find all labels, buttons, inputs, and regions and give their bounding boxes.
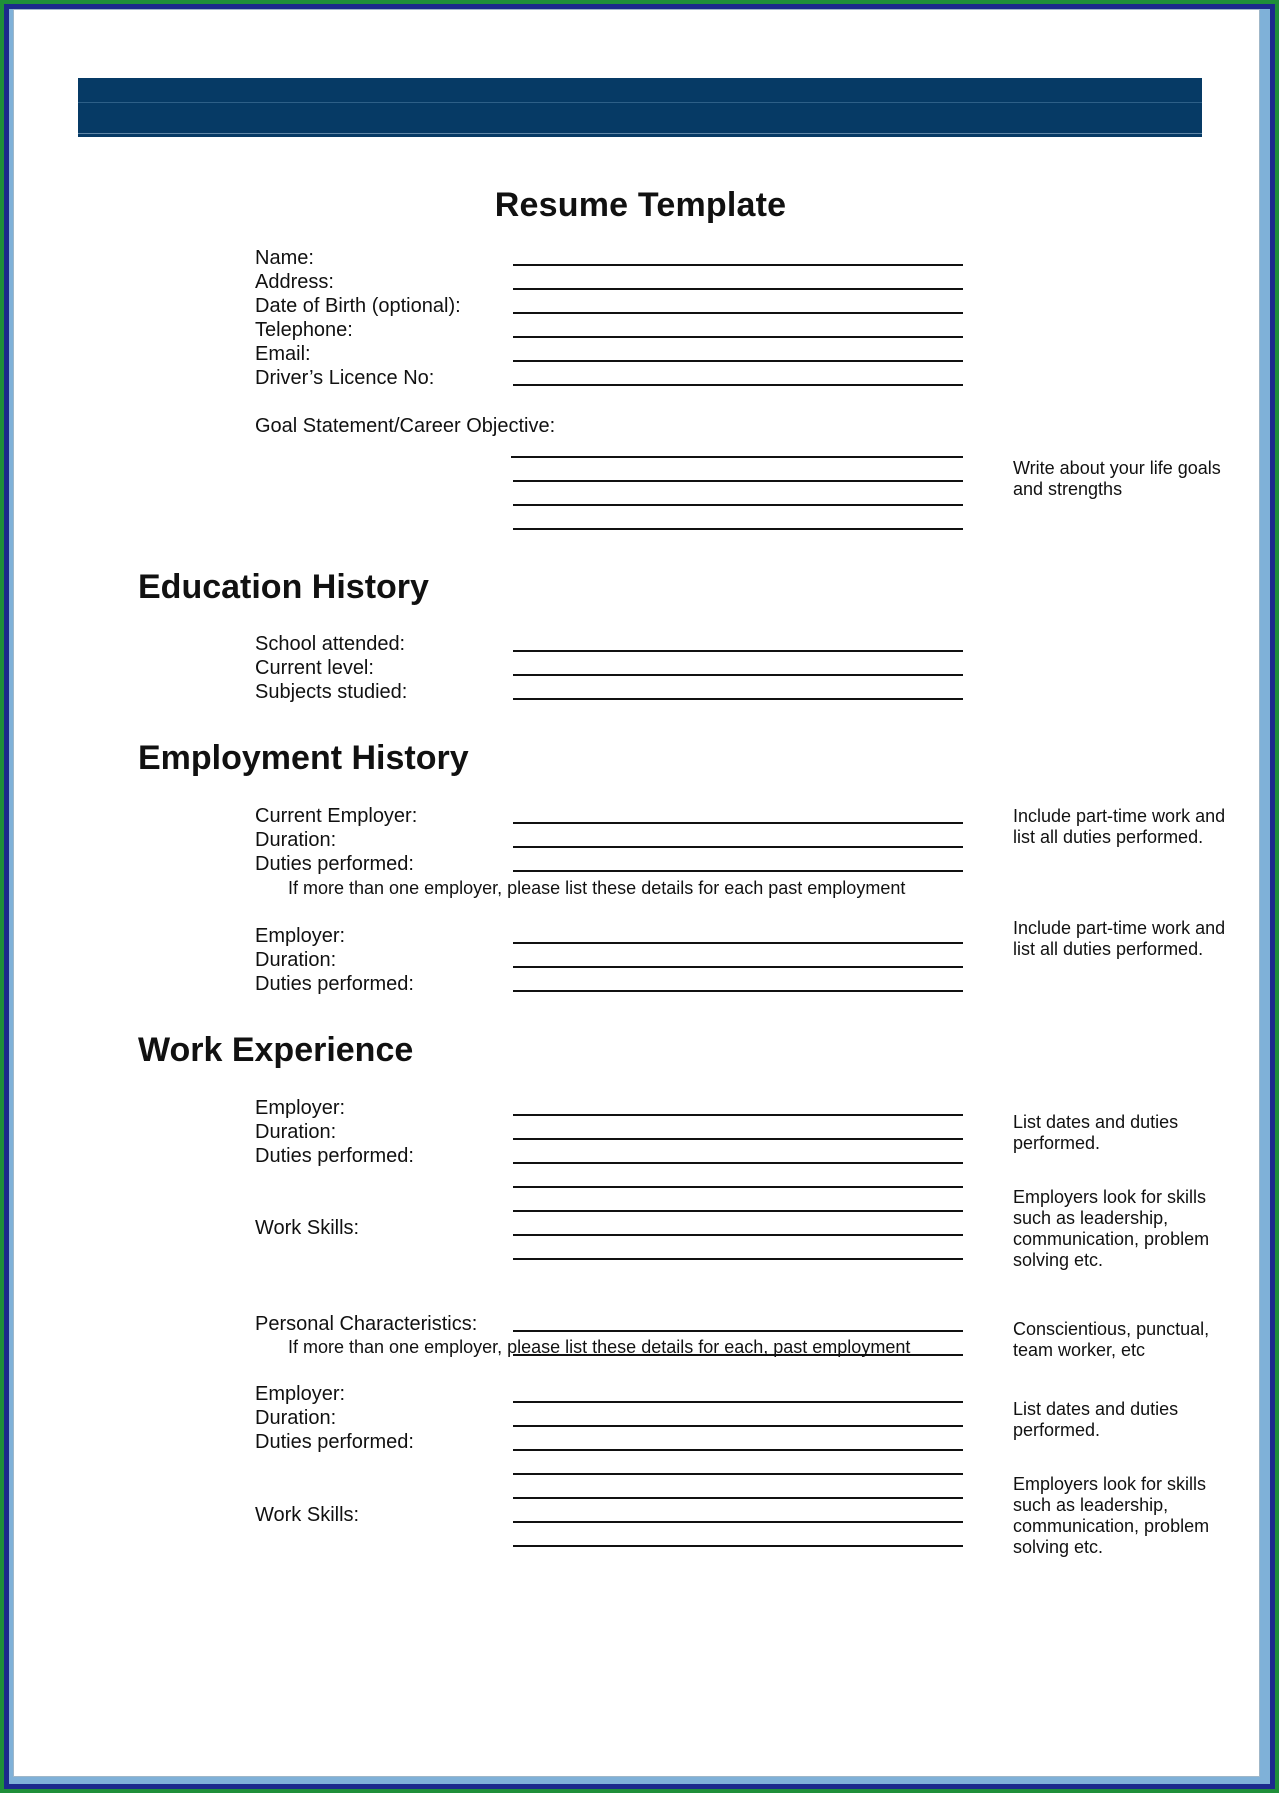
- email-label: Email:: [255, 343, 311, 365]
- skills2-line-4[interactable]: [513, 1545, 963, 1547]
- school-label: School attended:: [255, 633, 406, 655]
- goal-line-4[interactable]: [513, 528, 963, 530]
- duration2-input-line[interactable]: [513, 966, 963, 968]
- goal-line-3[interactable]: [513, 504, 963, 506]
- skills-line-1[interactable]: [513, 1186, 963, 1188]
- work-duties-input-line[interactable]: [513, 1162, 963, 1164]
- employment-note-1: Include part-time work and list all duties performed.: [1013, 806, 1226, 847]
- work-employer-input-line[interactable]: [513, 1114, 963, 1116]
- goal-line-1[interactable]: [511, 456, 963, 458]
- duration-input-line[interactable]: [513, 846, 963, 848]
- skills-line-3[interactable]: [513, 1234, 963, 1236]
- personal-characteristics-line-1[interactable]: [513, 1330, 963, 1332]
- address-input-line[interactable]: [513, 288, 963, 290]
- banner-stripe: [78, 102, 1202, 103]
- personal-characteristics-label: Personal Characteristics:: [255, 1313, 478, 1335]
- duties-input-line[interactable]: [513, 870, 963, 872]
- work-skills-label: Work Skills:: [255, 1217, 360, 1239]
- duties2-input-line[interactable]: [513, 990, 963, 992]
- duration-label: Duration:: [255, 829, 337, 851]
- licence-label: Driver’s Licence No:: [255, 367, 435, 389]
- duration2-label: Duration:: [255, 949, 337, 971]
- work-duration-label: Duration:: [255, 1121, 337, 1143]
- name-input-line[interactable]: [513, 264, 963, 266]
- work-heading: Work Experience: [138, 1031, 414, 1069]
- work-note-2: List dates and duties performed.: [1013, 1399, 1179, 1440]
- current-employer-input-line[interactable]: [513, 822, 963, 824]
- work-duration2-input-line[interactable]: [513, 1425, 963, 1427]
- duties2-label: Duties performed:: [255, 973, 414, 995]
- level-label: Current level:: [255, 657, 374, 679]
- subjects-input-line[interactable]: [513, 698, 963, 700]
- work-instruction: If more than one employer, please list these details for each, past employment: [288, 1337, 911, 1357]
- licence-input-line[interactable]: [513, 384, 963, 386]
- goal-label: Goal Statement/Career Objective:: [255, 415, 556, 437]
- duties-label: Duties performed:: [255, 853, 414, 875]
- address-label: Address:: [255, 271, 334, 293]
- subjects-label: Subjects studied:: [255, 681, 408, 703]
- work-duties2-input-line[interactable]: [513, 1449, 963, 1451]
- header-banner: [78, 78, 1202, 137]
- level-input-line[interactable]: [513, 674, 963, 676]
- work-note-1: List dates and duties performed.: [1013, 1112, 1179, 1153]
- work-skills2-note: Employers look for skills such as leadership, communication, problem solving etc.: [1013, 1474, 1210, 1557]
- employment-instruction: If more than one employer, please list these details for each past employment: [288, 878, 906, 898]
- school-input-line[interactable]: [513, 650, 963, 652]
- work-duration2-label: Duration:: [255, 1407, 337, 1429]
- skills-line-2[interactable]: [513, 1210, 963, 1212]
- dob-input-line[interactable]: [513, 312, 963, 314]
- work-skills2-label: Work Skills:: [255, 1504, 360, 1526]
- skills-line-4[interactable]: [513, 1258, 963, 1260]
- education-heading: Education History: [138, 568, 429, 606]
- current-employer-label: Current Employer:: [255, 805, 418, 827]
- name-label: Name:: [255, 247, 314, 269]
- email-input-line[interactable]: [513, 360, 963, 362]
- work-duties-label: Duties performed:: [255, 1145, 414, 1167]
- employment-heading: Employment History: [138, 739, 469, 777]
- dob-label: Date of Birth (optional):: [255, 295, 461, 317]
- resume-page: [13, 9, 1260, 1777]
- telephone-input-line[interactable]: [513, 336, 963, 338]
- employer-label: Employer:: [255, 925, 346, 947]
- employer-input-line[interactable]: [513, 942, 963, 944]
- work-skills-note: Employers look for skills such as leadership, communication, problem solving etc.: [1013, 1187, 1210, 1270]
- work-duration-input-line[interactable]: [513, 1138, 963, 1140]
- banner-stripe-bottom: [78, 133, 1202, 134]
- work-duties2-label: Duties performed:: [255, 1431, 414, 1453]
- skills2-line-3[interactable]: [513, 1521, 963, 1523]
- employment-note-2: Include part-time work and list all duties performed.: [1013, 918, 1226, 959]
- personal-characteristics-note: Conscientious, punctual, team worker, etc: [1013, 1319, 1210, 1360]
- work-employer-label: Employer:: [255, 1097, 346, 1119]
- work-employer2-input-line[interactable]: [513, 1401, 963, 1403]
- telephone-label: Telephone:: [255, 319, 353, 341]
- page-title: Resume Template: [494, 186, 787, 224]
- skills2-line-2[interactable]: [513, 1497, 963, 1499]
- goal-note: Write about your life goals and strengths: [1013, 458, 1221, 499]
- skills2-line-1[interactable]: [513, 1473, 963, 1475]
- goal-line-2[interactable]: [513, 480, 963, 482]
- work-employer2-label: Employer:: [255, 1383, 346, 1405]
